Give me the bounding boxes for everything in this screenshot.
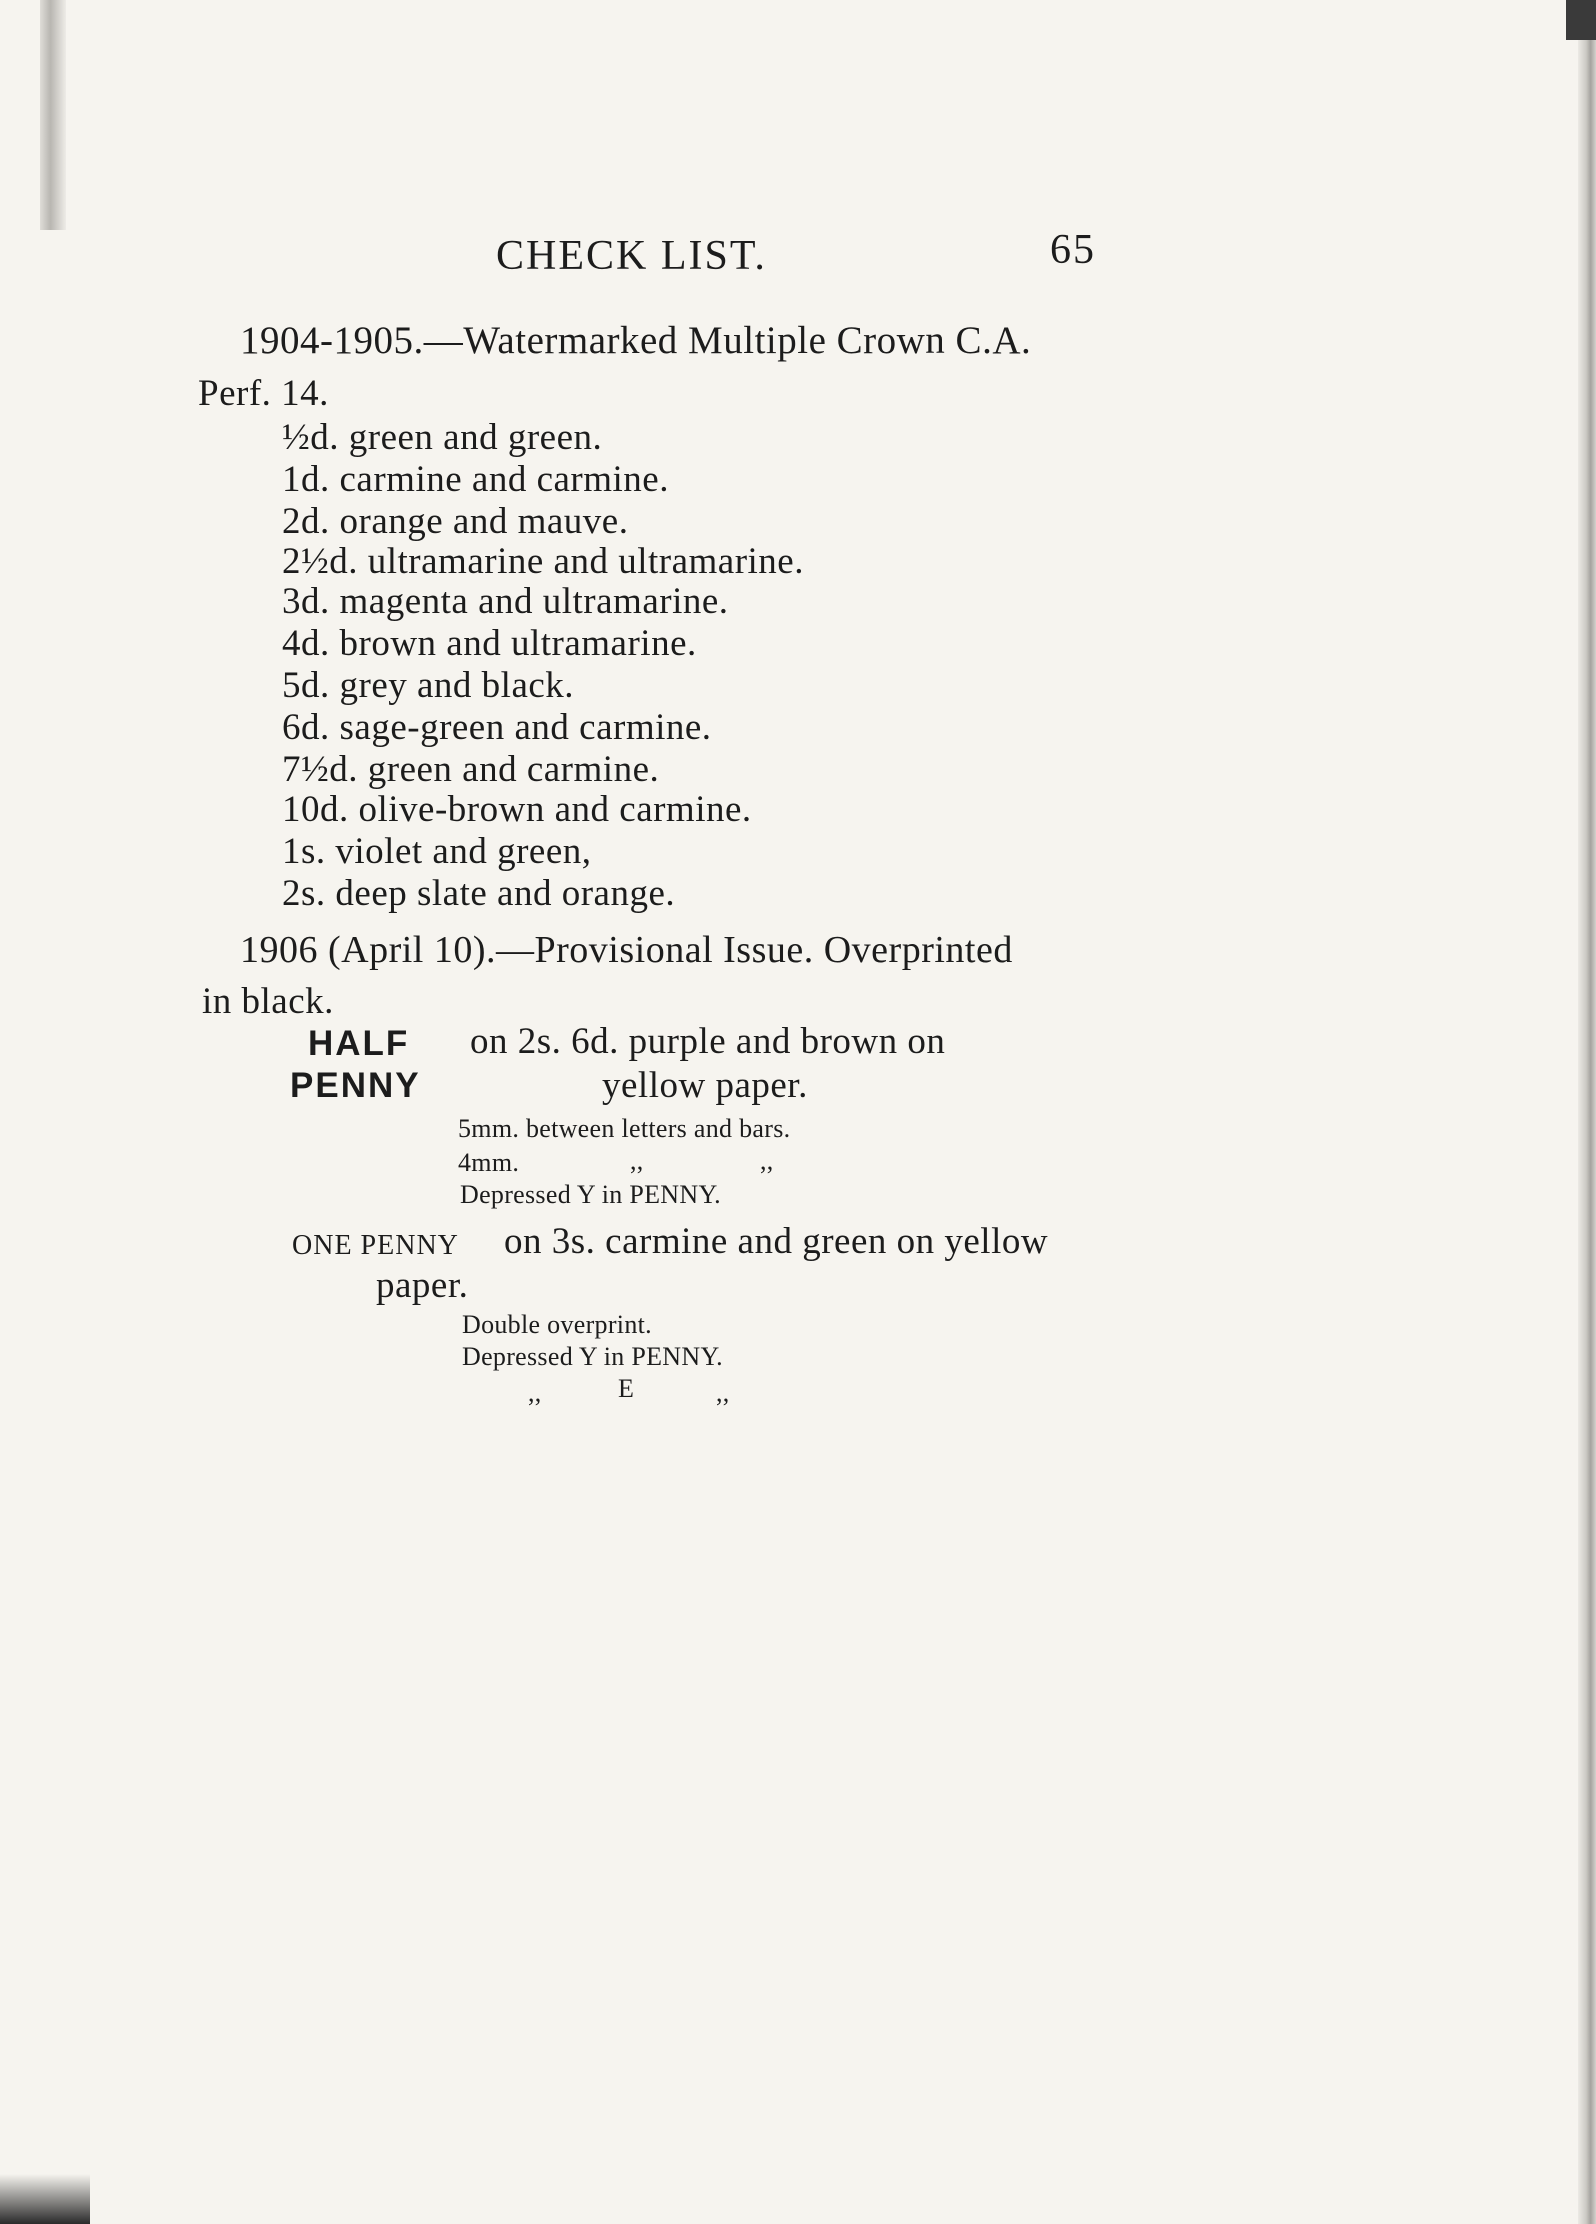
section2-heading-cont: in black. (202, 981, 334, 1022)
overprint2-description: on 3s. carmine and green on yellow (504, 1221, 1049, 1262)
overprint1-description-cont: yellow paper. (602, 1065, 808, 1106)
list-item: 2½d. ultramarine and ultramarine. (282, 541, 804, 582)
overprint1-description: on 2s. 6d. purple and brown on (470, 1021, 946, 1062)
ditto-letter: E (618, 1374, 635, 1403)
list-item: 1d. carmine and carmine. (282, 459, 669, 500)
binding-shadow-left (40, 0, 66, 230)
list-item: 4d. brown and ultramarine. (282, 623, 697, 664)
list-item: ½d. green and green. (282, 417, 603, 458)
section1-heading-cont: Perf. 14. (198, 373, 329, 414)
list-item: 10d. olive-brown and carmine. (282, 789, 752, 830)
overprint2-description-cont: paper. (376, 1265, 469, 1306)
ditto-mark: ,, (630, 1146, 644, 1175)
variety-note: Depressed Y in PENNY. (462, 1342, 723, 1371)
list-item: 5d. grey and black. (282, 665, 575, 706)
variety-note: 4mm. (458, 1148, 520, 1177)
list-item: 3d. magenta and ultramarine. (282, 581, 729, 622)
page-edge-right (1578, 0, 1596, 2224)
page-corner-bottom-left (0, 2174, 90, 2224)
page-number: 65 (1050, 227, 1096, 273)
list-item: 6d. sage-green and carmine. (282, 707, 712, 748)
ditto-mark: ,, (528, 1378, 542, 1407)
overprint-one-penny: ONE PENNY (292, 1230, 459, 1261)
running-title: CHECK LIST. (496, 233, 767, 279)
ditto-mark: ,, (760, 1146, 774, 1175)
overprint-penny: PENNY (290, 1066, 421, 1105)
list-item: 1s. violet and green, (282, 831, 592, 872)
variety-note: Depressed Y in PENNY. (460, 1180, 721, 1209)
section1-heading: 1904-1905.—Watermarked Multiple Crown C.A. (240, 319, 1032, 362)
list-item: 2d. orange and mauve. (282, 501, 629, 542)
list-item: 2s. deep slate and orange. (282, 873, 676, 914)
list-item: 7½d. green and carmine. (282, 749, 660, 790)
variety-note: Double overprint. (462, 1310, 652, 1339)
overprint-half: HALF (308, 1024, 410, 1063)
ditto-mark: ,, (716, 1378, 730, 1407)
variety-note: 5mm. between letters and bars. (458, 1114, 791, 1143)
section2-heading: 1906 (April 10).—Provisional Issue. Overprinted (240, 929, 1013, 971)
page-corner-dark (1566, 0, 1596, 40)
